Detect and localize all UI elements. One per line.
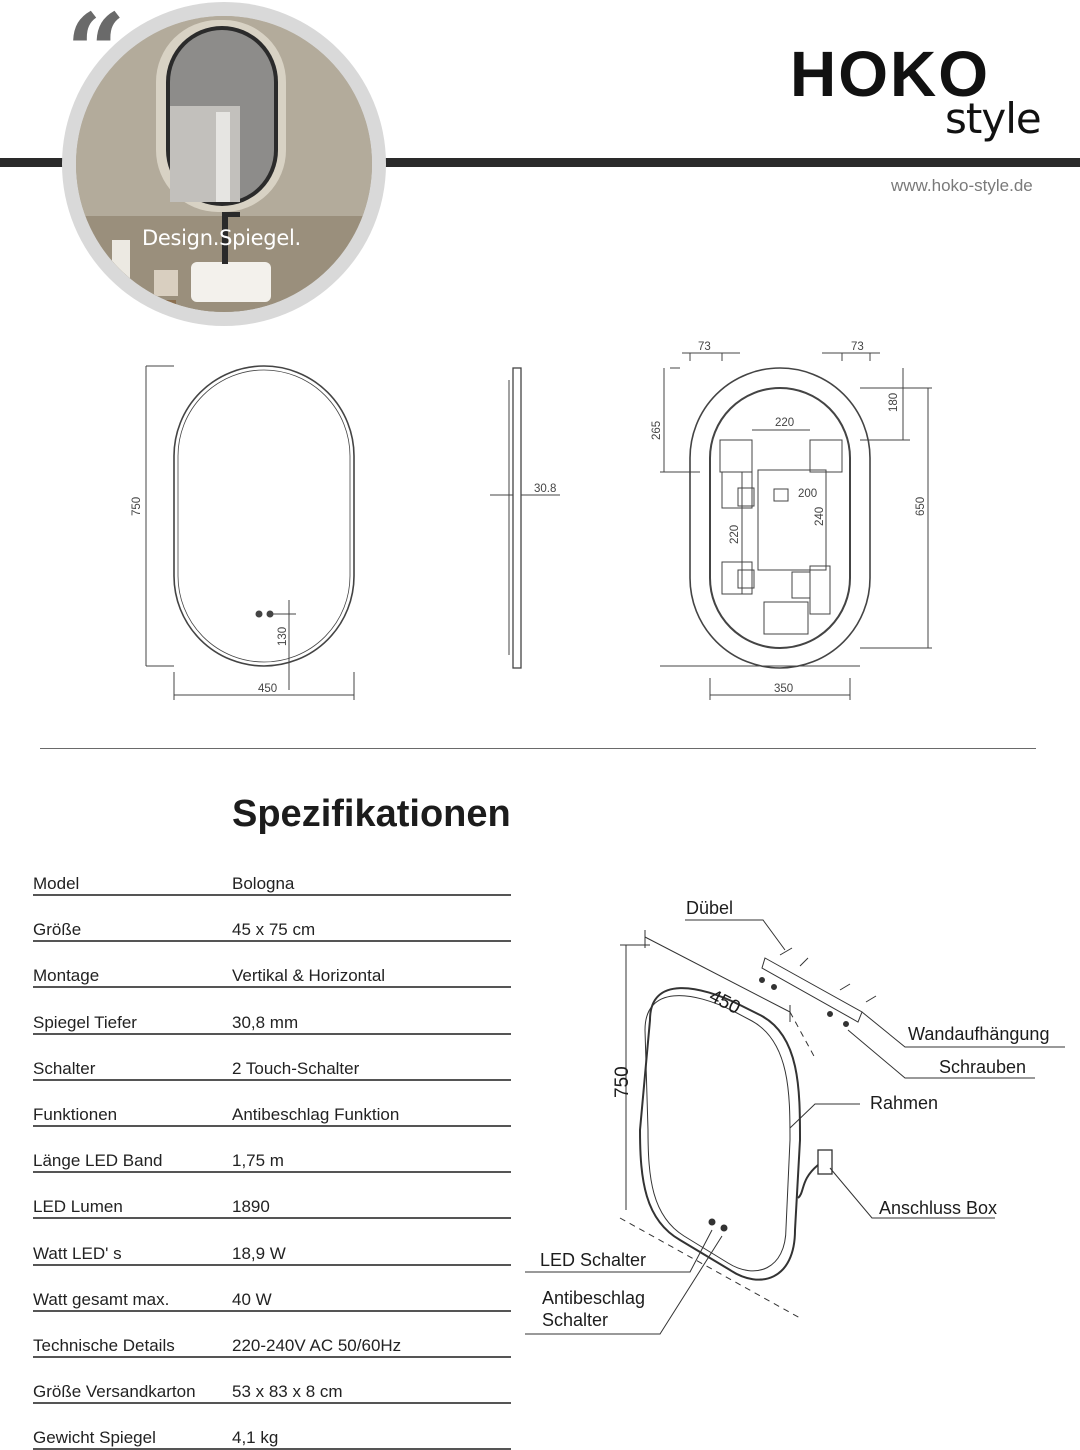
back-right-height-label: 650 xyxy=(915,496,927,516)
spec-label: Technische Details xyxy=(33,1336,175,1355)
back-inner-left-height-label: 220 xyxy=(729,524,741,544)
spec-row xyxy=(33,1356,511,1404)
spec-label: LED Lumen xyxy=(33,1197,123,1217)
spec-row xyxy=(33,1264,511,1312)
front-width-label: 450 xyxy=(258,683,278,695)
callout-anschluss-box: Anschluss Box xyxy=(879,1198,998,1218)
back-right-top-label: 180 xyxy=(888,392,900,412)
spec-label: Gewicht Spiegel xyxy=(33,1428,156,1448)
spec-value: 220-240V AC 50/60Hz xyxy=(232,1336,402,1355)
brand-logo-sub: style xyxy=(945,94,1041,143)
spec-label: Funktionen xyxy=(33,1105,118,1124)
spec-value: 18,9 W xyxy=(232,1243,286,1263)
side-depth-label: 30.8 xyxy=(534,483,557,495)
website-link[interactable]: www.hoko-style.de xyxy=(891,176,1033,195)
spec-label: Größe xyxy=(33,920,82,940)
back-inner-width2-label: 200 xyxy=(798,488,818,500)
spec-row xyxy=(33,894,511,942)
assembly-mirror-frame xyxy=(640,985,800,1280)
spec-value: 45 x 75 cm xyxy=(232,920,316,940)
spec-row xyxy=(33,940,511,988)
assembly-height-label: 750 xyxy=(612,1066,633,1098)
spec-label: Spiegel Tiefer xyxy=(33,1012,137,1032)
spec-label: Größe Versandkarton xyxy=(33,1382,196,1402)
brand-logo: HOKO xyxy=(790,38,990,110)
callout-antibeschlag-line1: Antibeschlag xyxy=(542,1288,646,1308)
spec-label: Watt LED' s xyxy=(33,1243,122,1263)
tagline: Design.Spiegel. xyxy=(142,226,301,250)
side-view-outline xyxy=(513,368,521,668)
spec-row xyxy=(33,1402,511,1450)
spec-value: Vertikal & Horizontal xyxy=(232,966,386,986)
spec-value: Antibeschlag Funktion xyxy=(232,1105,400,1124)
front-view-outline xyxy=(174,366,354,666)
assembly-drawing xyxy=(520,890,1080,1350)
specs-title: Spezifikationen xyxy=(232,793,511,835)
spec-row xyxy=(33,987,511,1035)
callout-led-schalter: LED Schalter xyxy=(540,1250,647,1270)
spec-row xyxy=(33,1310,511,1358)
back-bottom-width-label: 350 xyxy=(774,683,794,695)
back-inner-width-label: 220 xyxy=(775,417,795,429)
front-height-label: 750 xyxy=(131,496,143,516)
spec-value: 40 W xyxy=(232,1289,272,1309)
spec-row xyxy=(33,1033,511,1081)
back-top-left-label: 73 xyxy=(698,341,711,353)
back-left-height-label: 265 xyxy=(651,420,663,440)
spec-label: Model xyxy=(33,874,80,893)
back-inner-right-height-label: 240 xyxy=(814,506,826,526)
switch-height-label: 130 xyxy=(277,626,289,646)
section-divider xyxy=(40,748,1036,749)
spec-label: Montage xyxy=(33,966,100,986)
assembly-width-label: 450 xyxy=(705,985,744,1019)
callout-wandaufhaengung: Wandaufhängung xyxy=(908,1024,1050,1044)
callout-antibeschlag-line2: Schalter xyxy=(542,1310,609,1330)
spec-row xyxy=(33,1079,511,1127)
technical-drawings xyxy=(0,330,1080,710)
back-top-right-label: 73 xyxy=(851,341,864,353)
spec-value: Bologna xyxy=(232,874,295,893)
callout-rahmen: Rahmen xyxy=(870,1093,939,1113)
spec-value: 4,1 kg xyxy=(232,1428,279,1448)
spec-value: 53 x 83 x 8 cm xyxy=(232,1382,343,1402)
callout-schrauben: Schrauben xyxy=(939,1057,1027,1077)
spec-value: 1890 xyxy=(232,1197,270,1217)
spec-row xyxy=(33,1125,511,1173)
spec-row xyxy=(33,1171,511,1219)
spec-row xyxy=(33,848,511,896)
spec-value: 30,8 mm xyxy=(232,1012,299,1032)
spec-label: Schalter xyxy=(33,1058,96,1078)
quote-mark-icon: “ xyxy=(66,0,126,113)
callout-dubel: Dübel xyxy=(686,898,734,918)
spec-label: Länge LED Band xyxy=(33,1151,163,1171)
back-view-outline xyxy=(690,368,870,668)
spec-value: 2 Touch-Schalter xyxy=(232,1058,360,1078)
spec-row xyxy=(33,1218,511,1266)
spec-value: 1,75 m xyxy=(232,1151,284,1171)
spec-label: Watt gesamt max. xyxy=(33,1289,170,1309)
